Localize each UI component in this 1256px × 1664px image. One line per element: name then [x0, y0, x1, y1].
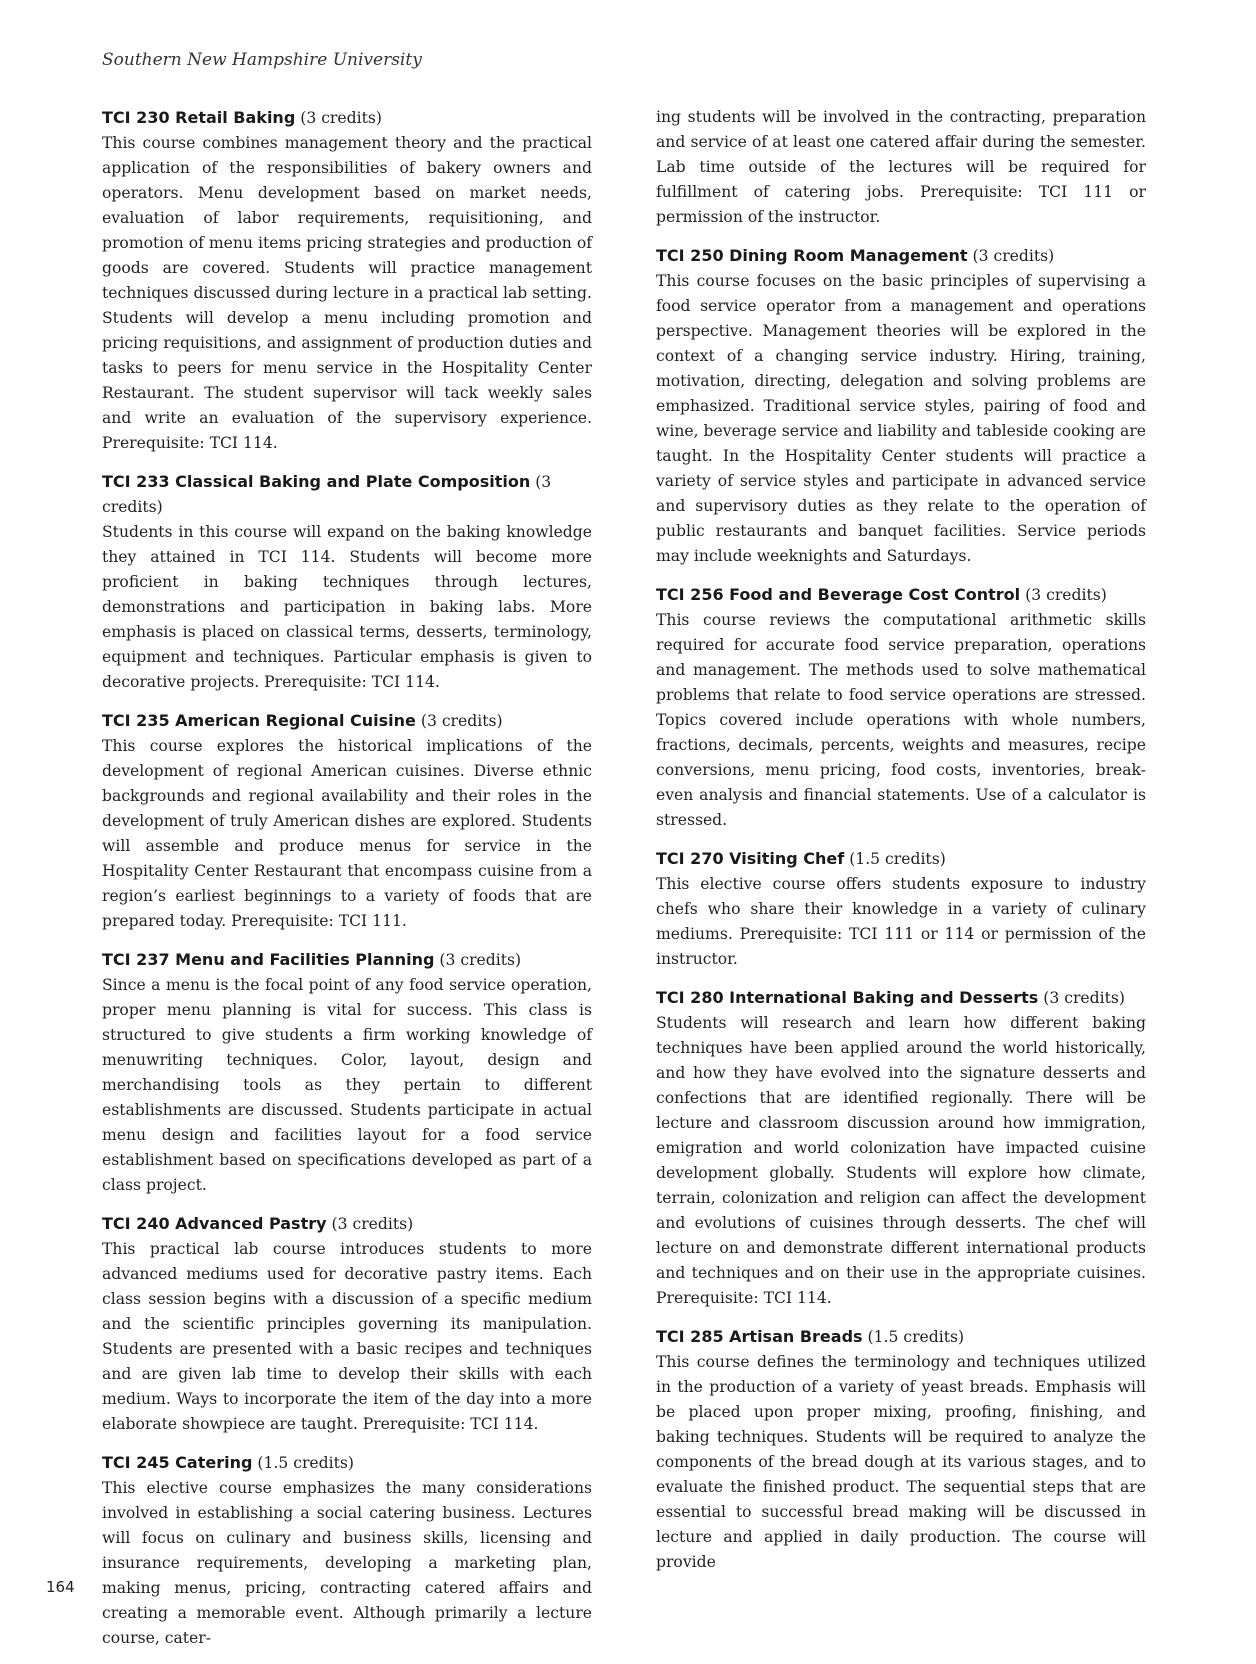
course-credits: (3 credits) [1043, 989, 1125, 1007]
course-heading [102, 1211, 592, 1237]
course-title: TCI 237 Menu and Facilities Planning [102, 950, 435, 969]
course-entry [656, 243, 1146, 569]
course-heading [656, 243, 1146, 269]
course-heading [102, 105, 592, 131]
course-description: This practical lab course introduces students to more advanced mediums used for decorative pastry items. Each class session begins with a discussion of a specific medium and the scientific principles governing its manipulation. Students are presented with a basic recipes and techniques and are given lab time to develop their skills with each medium. Ways to incorporate the item of the day into a more elaborate showpiece are taught. Prerequisite: TCI 114. [102, 1240, 592, 1433]
course-credits: (3 credits) [331, 1215, 414, 1233]
course-credits: (3 credits) [972, 247, 1055, 265]
course-entry [102, 105, 592, 456]
course-heading [656, 582, 1146, 608]
course-heading [656, 1324, 1146, 1350]
course-credits: (3 credits) [300, 109, 382, 127]
course-description: This course combines management theory and the practical application of the responsibilities of bakery owners and operators. Menu development based on market needs, evaluation of labor requirements, requisitioning, and promotion of menu items pricing strategies and production of goods are covered. Students will practice management techniques discussed during lecture in a practical lab setting. Students will develop a menu including promotion and pricing requisitions, and assignment of production duties and tasks to peers for menu service in the Hospitality Center Restaurant. The student supervisor will tack weekly sales and write an evaluation of the supervisory experience. Prerequisite: TCI 114. [102, 134, 592, 452]
course-description: This course focuses on the basic principles of supervising a food service operator from a management and operations perspective. Management theories will be explored in the context of a changing service industry. Hiring, training, motivation, directing, delegation and solving problems are emphasized. Traditional service styles, pairing of food and wine, beverage service and liability and tableside cooking are taught. In the Hospitality Center students will practice a variety of service styles and participate in advanced service and supervisory duties as they relate to the operation of public restaurants and banquet facilities. Service periods may include weeknights and Saturdays. [656, 272, 1146, 565]
course-title: TCI 285 Artisan Breads [656, 1327, 863, 1346]
course-heading [102, 708, 592, 734]
course-heading [102, 1450, 592, 1476]
course-description: This elective course emphasizes the many considerations involved in establishing a social catering business. Lectures will focus on culinary and business skills, licensing and insurance requirements, developing a marketing plan, making menus, pricing, contracting catered affairs and creating a memorable event. Although primarily a lecture course, cater- [102, 1479, 592, 1647]
course-credits: (3 credits) [420, 712, 503, 730]
page-number: 164 [46, 1578, 75, 1596]
course-credits: (3 credits) [1025, 586, 1107, 604]
running-head: Southern New Hampshire University [102, 50, 422, 70]
course-credits: (1.5 credits) [257, 1454, 354, 1472]
course-heading [656, 846, 1146, 872]
course-heading [102, 947, 592, 973]
course-entry [102, 947, 592, 1198]
course-entry [656, 846, 1146, 972]
course-description: Students will research and learn how different baking techniques have been applied around the world historically, and how they have evolved into the signature desserts and confections that are identified regionally. There will be lecture and classroom discussion around how immigration, emigration and world colonization have impacted cuisine development globally. Students will explore how climate, terrain, colonization and religion can affect the development and evolutions of cuisines through desserts. The chef will lecture on and demonstrate different international products and techniques and on their use in the appropriate cuisines. Prerequisite: TCI 114. [656, 1014, 1146, 1307]
course-description: Since a menu is the focal point of any food service operation, proper menu planning is vital for success. This class is structured to give students a firm working knowledge of menuwriting techniques. Color, layout, design and merchandising tools as they pertain to different establishments are discussed. Students participate in actual menu design and facilities layout for a food service establishment based on specifications developed as part of a class project. [102, 976, 592, 1194]
course-title: TCI 250 Dining Room Management [656, 246, 968, 265]
left-column [102, 105, 592, 1664]
course-title: TCI 270 Visiting Chef [656, 849, 845, 868]
course-description: This course reviews the computational arithmetic skills required for accurate food service preparation, operations and management. The methods used to solve mathematical problems that relate to food service operations are stressed. Topics covered include operations with whole numbers, fractions, decimals, percents, weights and measures, recipe conversions, menu pricing, food costs, inventories, break-even analysis and financial statements. Use of a calculator is stressed. [656, 611, 1146, 829]
course-description: Students in this course will expand on the baking knowledge they attained in TCI 114. Students will become more proficient in baking techniques through lectures, demonstrations and participation in baking labs. More emphasis is placed on classical terms, desserts, terminology, equipment and techniques. Particular emphasis is given to decorative projects. Prerequisite: TCI 114. [102, 523, 592, 691]
course-credits: (3 credits) [102, 473, 552, 516]
course-description-continuation: ing students will be involved in the contracting, preparation and service of at least one catered affair during the semester. Lab time outside of the lectures will be required for fulfillment of catering jobs. Prerequisite: TCI 111 or permission of the instructor. [656, 108, 1146, 226]
course-heading [102, 469, 592, 520]
course-entry [102, 708, 592, 934]
course-title: TCI 230 Retail Baking [102, 108, 296, 127]
right-column [656, 105, 1146, 1588]
course-title: TCI 280 International Baking and Desserts [656, 988, 1039, 1007]
course-description: This course explores the historical implications of the development of regional American cuisines. Diverse ethnic backgrounds and regional availability and their roles in the development of truly American dishes are explored. Students will assemble and produce menus for service in the Hospitality Center Restaurant that encompass cuisine from a region’s earliest beginnings to a variety of foods that are prepared today. Prerequisite: TCI 111. [102, 737, 592, 930]
course-entry [656, 582, 1146, 833]
course-credits: (1.5 credits) [849, 850, 946, 868]
course-entry [102, 1450, 592, 1651]
course-entry [656, 1324, 1146, 1575]
course-description: This course defines the terminology and techniques utilized in the production of a variety of yeast breads. Emphasis will be placed upon proper mixing, proofing, finishing, and baking techniques. Students will be required to analyze the components of the bread dough at its various stages, and to evaluate the finished product. The sequential steps that are essential to successful bread making will be discussed in lecture and applied in daily production. The course will provide [656, 1353, 1146, 1571]
course-title: TCI 256 Food and Beverage Cost Control [656, 585, 1021, 604]
course-title: TCI 245 Catering [102, 1453, 253, 1472]
course-heading [656, 985, 1146, 1011]
course-title: TCI 240 Advanced Pastry [102, 1214, 327, 1233]
course-entry [102, 469, 592, 695]
course-description: This elective course offers students exposure to industry chefs who share their knowledge in a variety of culinary mediums. Prerequisite: TCI 111 or 114 or permission of the instructor. [656, 875, 1146, 968]
course-credits: (1.5 credits) [867, 1328, 965, 1346]
course-entry [102, 1211, 592, 1437]
course-credits: (3 credits) [439, 951, 522, 969]
course-entry [656, 985, 1146, 1311]
course-title: TCI 233 Classical Baking and Plate Composition [102, 472, 531, 491]
course-title: TCI 235 American Regional Cuisine [102, 711, 416, 730]
